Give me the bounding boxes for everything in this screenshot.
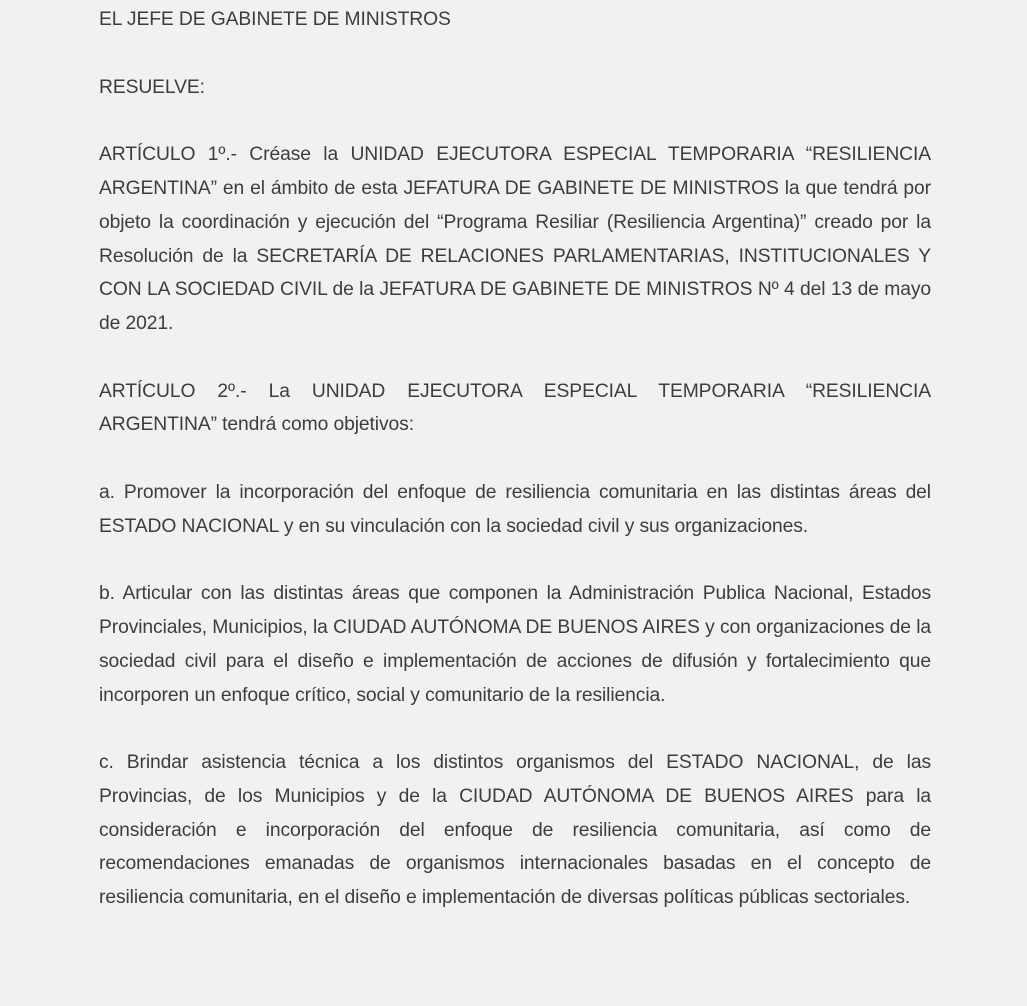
- article-1-paragraph: ARTÍCULO 1º.- Créase la UNIDAD EJECUTORA ESPECIAL TEMPORARIA “RESILIENCIA ARGENTINA” en el ámbito de esta JEFATURA DE GABINETE DE MINISTROS la que tendrá por objeto la coordinación y ejecución del “Programa Resiliar (Resiliencia Argentina)” creado por la Resolución de la SECRETARÍA DE RELACIONES PARLAMENTARIAS, INSTITUCIONALES Y CON LA SOCIEDAD CIVIL de la JEFATURA DE GABINETE DE MINISTROS Nº 4 del 13 de mayo de 2021.: [99, 144, 931, 334]
- objective-a-paragraph: a. Promover la incorporación del enfoque de resiliencia comunitaria en las distintas áreas del ESTADO NACIONAL y en su vinculación con la sociedad civil y sus organizaciones.: [99, 482, 931, 537]
- objective-c-paragraph: c. Brindar asistencia técnica a los distintos organismos del ESTADO NACIONAL, de las Provincias, de los Municipios y de la CIUDAD AUTÓNOMA DE BUENOS AIRES para la consideración e incorporación del enfoque de resiliencia comunitaria, así como de recomendaciones emanadas de organismos internacionales basadas en el concepto de resiliencia comunitaria, en el diseño e implementación de diversas políticas públicas sectoriales.: [99, 752, 931, 909]
- resolves-heading: RESUELVE:: [99, 76, 205, 98]
- objective-b-paragraph: b. Articular con las distintas áreas que componen la Administración Publica Nacional, Estados Provinciales, Municipios, la CIUDAD AUTÓNOMA DE BUENOS AIRES y con organizaciones de la sociedad civil para el diseño e implementación de acciones de difusión y fortalecimiento que incorporen un enfoque crítico, social y comunitario de la resiliencia.: [99, 583, 931, 706]
- document-body: [99, 3, 931, 949]
- signatory-heading: EL JEFE DE GABINETE DE MINISTROS: [99, 9, 451, 30]
- article-2-paragraph: ARTÍCULO 2º.- La UNIDAD EJECUTORA ESPECIAL TEMPORARIA “RESILIENCIA ARGENTINA” tendrá como objetivos:: [99, 380, 931, 436]
